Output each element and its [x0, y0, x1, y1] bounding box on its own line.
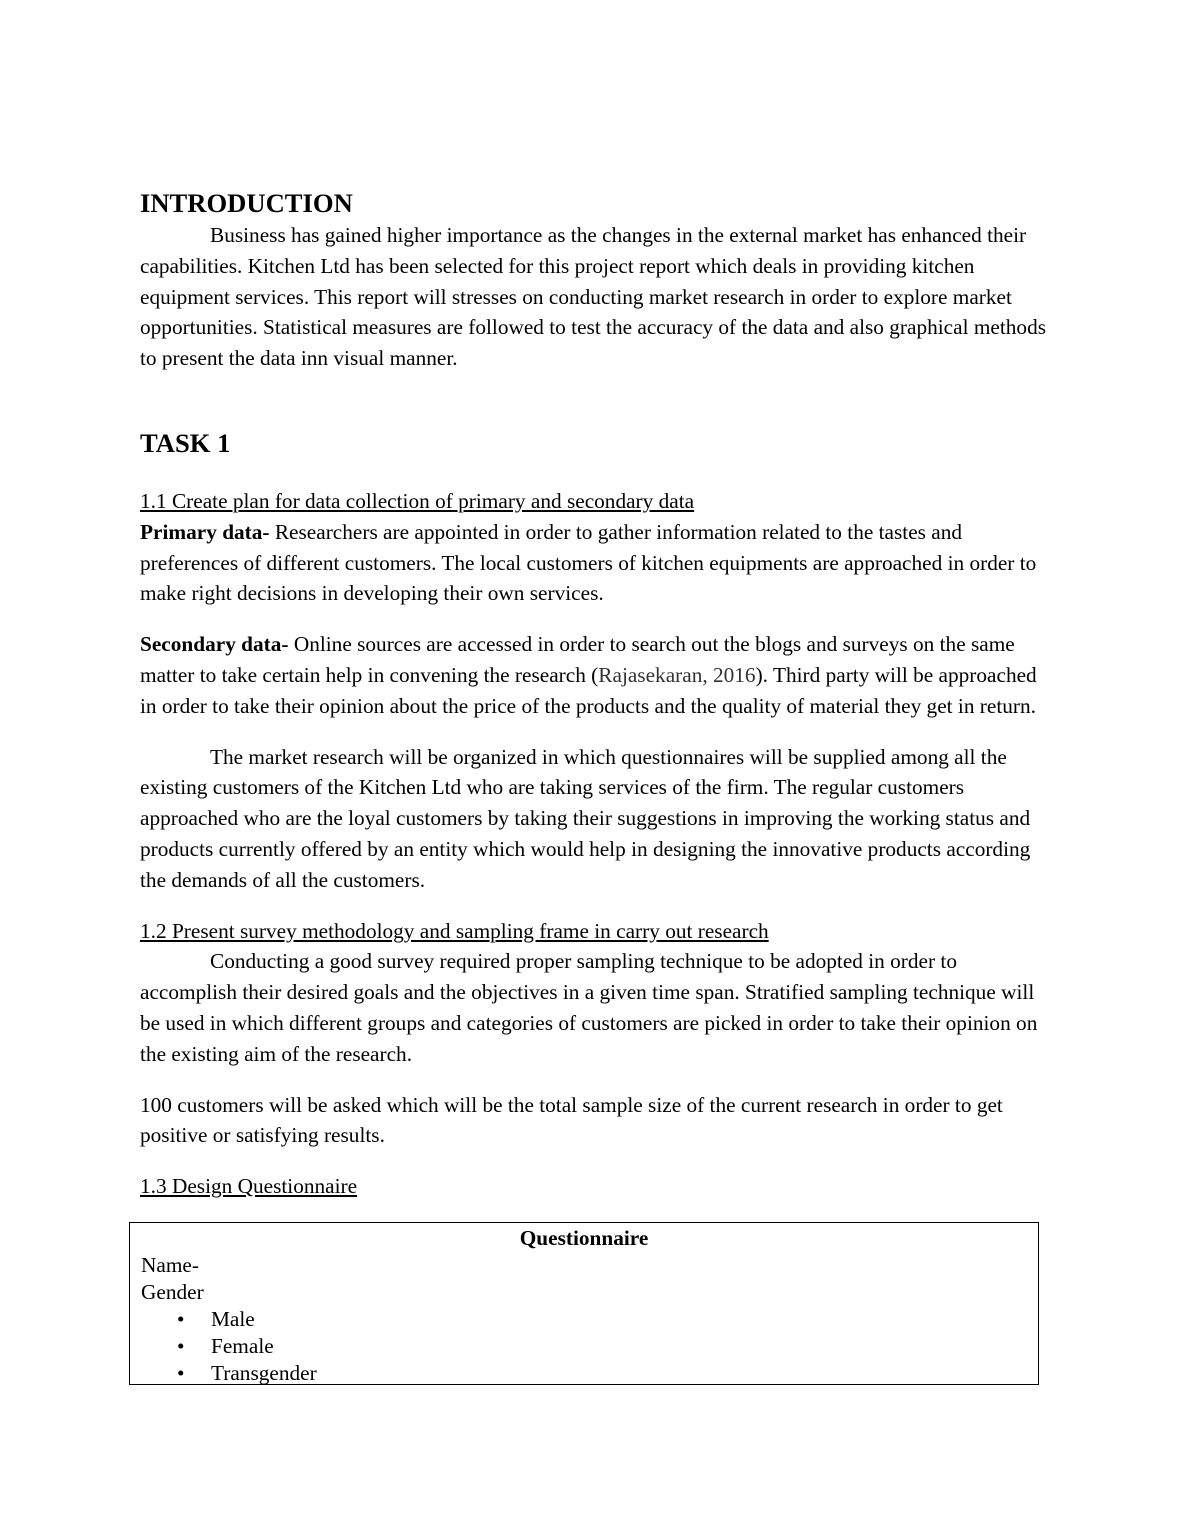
gender-label: Gender: [141, 1280, 204, 1304]
list-item: [130, 1306, 1038, 1333]
introduction-heading: INTRODUCTION: [140, 188, 353, 218]
introduction-paragraph: Business has gained higher importance as the changes in the external market has enhanced their capabilities. Kitchen Ltd has been selected for this project report which deals in providing kitchen equipment services. This report will stresses on conducting market research in order to explore market opportunities. Statistical measures are followed to test the accuracy of the data and also graphical methods to present the data inn visual manner.: [140, 223, 1047, 371]
bullet-icon: •: [177, 1307, 185, 1331]
survey-methodology-paragraph: Conducting a good survey required proper sampling technique to be adopted in order to accomplish their desired goals and the objectives in a given time span. Stratified sampling technique will be used in which different groups and categories of customers are picked in order to take their opinion on the existing aim of the research.: [140, 949, 1038, 1066]
sample-size-paragraph: 100 customers will be asked which will be the total sample size of the current research in order to get positive or satisfying results.: [140, 1092, 1003, 1148]
questionnaire-box: [129, 1222, 1039, 1385]
bullet-icon: •: [177, 1334, 185, 1358]
questionnaire-title: Questionnaire: [519, 1226, 649, 1250]
option-transgender: Transgender: [211, 1361, 317, 1385]
option-female: Female: [211, 1334, 274, 1358]
gender-options-list: [130, 1306, 1038, 1387]
primary-data-paragraph: [140, 517, 1050, 609]
name-label: Name-: [141, 1253, 199, 1277]
citation: Rajasekaran, 2016: [598, 662, 756, 687]
list-item: [130, 1360, 1038, 1387]
document-body: [140, 186, 1050, 1202]
market-research-paragraph: The market research will be organized in which questionnaires will be supplied among all the existing customers of the Kitchen Ltd who are taking services of the firm. The regular customers approached who are the loyal customers by taking their suggestions in improving the working status and products currently offered by an entity which would help in designing the innovative products according the demands of all the customers.: [140, 744, 1031, 892]
secondary-data-label: Secondary data-: [140, 632, 289, 657]
secondary-data-text-1: Online sources are accessed in order to search out the blogs and surveys on the same matter to take certain help in convening the research (: [140, 632, 1015, 687]
primary-data-label: Primary data-: [140, 519, 270, 544]
secondary-data-paragraph: [140, 629, 1050, 721]
option-male: Male: [211, 1307, 255, 1331]
section-1-1-title: 1.1 Create plan for data collection of primary and secondary data: [140, 488, 695, 513]
task1-heading: TASK 1: [140, 427, 231, 458]
bullet-icon: •: [177, 1361, 185, 1385]
secondary-data-text-2: ). Third party will be approached in order to take their opinion about the price of the products and the quality of material they get in return.: [140, 662, 1037, 718]
section-1-3-title: 1.3 Design Questionnaire: [140, 1174, 358, 1199]
list-item: [130, 1333, 1038, 1360]
section-1-2-title: 1.2 Present survey methodology and sampling frame in carry out research: [140, 918, 769, 943]
primary-data-text: Researchers are appointed in order to gather information related to the tastes and preferences of different customers. The local customers of kitchen equipments are approached in order to make right decisions in developing their own services.: [140, 519, 1037, 606]
